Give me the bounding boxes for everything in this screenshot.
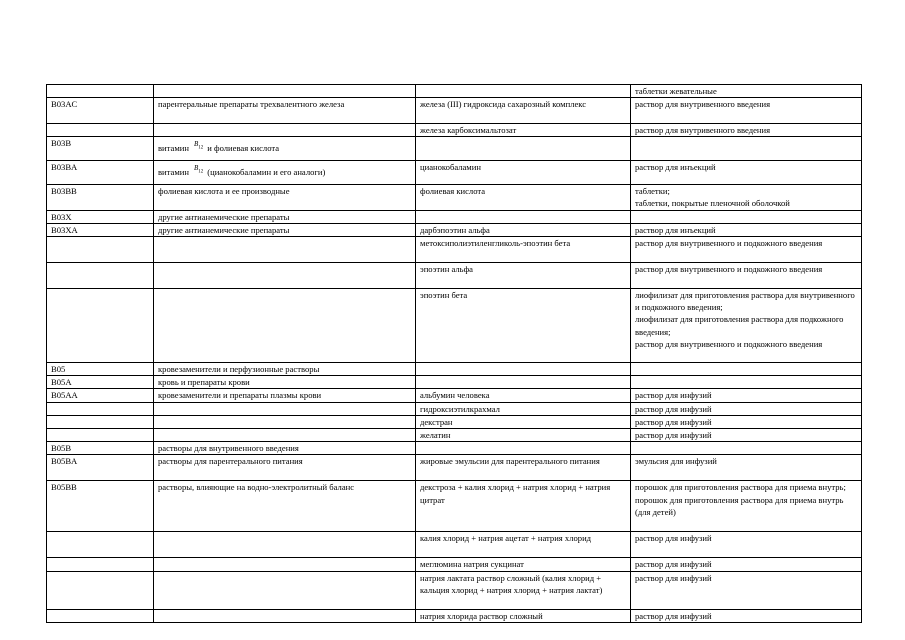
group-name-cell: [154, 161, 416, 185]
table-row: [47, 210, 862, 223]
group-name-cell: [154, 124, 416, 137]
group-name-cell: кровь и препараты крови: [154, 376, 416, 389]
group-name-cell: парентеральные препараты трехвалентного железа: [154, 98, 416, 124]
group-name-cell: другие антианемические препараты: [154, 223, 416, 236]
table-row: [47, 609, 862, 622]
table-row: [47, 137, 862, 161]
atc-code-cell: [47, 532, 154, 558]
drug-name-cell: [416, 85, 631, 98]
drug-name-cell: железа карбоксимальтозат: [416, 124, 631, 137]
dosage-form-cell: раствор для инфузий: [631, 429, 862, 442]
table-row: [47, 363, 862, 376]
dosage-form-cell: раствор для инъекций: [631, 223, 862, 236]
dosage-form-cell: раствор для инфузий: [631, 571, 862, 609]
atc-code-cell: B03BA: [47, 161, 154, 185]
dosage-form-cell: раствор для инфузий: [631, 389, 862, 402]
dosage-form-cell: раствор для внутривенного введения: [631, 98, 862, 124]
dosage-form-cell: [631, 210, 862, 223]
dosage-form-cell: лиофилизат для приготовления раствора для внутривенного и подкожного введения; лиофилизат для приготовления раствора для подкожного введения; раствор для внутривенного и подкожного введения: [631, 289, 862, 363]
drug-name-cell: натрия лактата раствор сложный (калия хлорид + кальция хлорид + натрия хлорид + натрия лактат): [416, 571, 631, 609]
table-row: [47, 415, 862, 428]
drug-name-cell: [416, 363, 631, 376]
group-name-cell: [154, 237, 416, 263]
dosage-form-cell: раствор для инфузий: [631, 558, 862, 571]
drug-name-cell: желатин: [416, 429, 631, 442]
atc-code-cell: [47, 571, 154, 609]
table-row: [47, 532, 862, 558]
dosage-form-cell: раствор для инфузий: [631, 402, 862, 415]
atc-code-cell: [47, 429, 154, 442]
dosage-form-cell: таблетки жевательные: [631, 85, 862, 98]
table-row: [47, 124, 862, 137]
atc-code-cell: B05BB: [47, 481, 154, 532]
drug-name-cell: натрия хлорида раствор сложный: [416, 609, 631, 622]
table-row: [47, 429, 862, 442]
dosage-form-cell: раствор для внутривенного и подкожного введения: [631, 237, 862, 263]
group-name-cell: [154, 429, 416, 442]
drug-name-cell: жировые эмульсии для парентерального питания: [416, 455, 631, 481]
atc-code-cell: [47, 263, 154, 289]
table-row: [47, 442, 862, 455]
table-row: [47, 402, 862, 415]
drug-name-cell: альбумин человека: [416, 389, 631, 402]
atc-code-cell: [47, 289, 154, 363]
dosage-form-cell: [631, 442, 862, 455]
vitamin-b12-formula: B12: [193, 164, 204, 175]
drug-name-cell: декстран: [416, 415, 631, 428]
drug-name-cell: гидроксиэтилкрахмал: [416, 402, 631, 415]
table-row: [47, 237, 862, 263]
drug-name-cell: [416, 210, 631, 223]
atc-code-cell: B03X: [47, 210, 154, 223]
dosage-form-cell: [631, 137, 862, 161]
drug-name-cell: [416, 137, 631, 161]
atc-code-cell: B05B: [47, 442, 154, 455]
table-row: [47, 389, 862, 402]
atc-code-cell: B03AC: [47, 98, 154, 124]
drug-name-cell: метоксиполиэтиленгликоль-эпоэтин бета: [416, 237, 631, 263]
drug-name-cell: [416, 442, 631, 455]
table-row: [47, 263, 862, 289]
atc-code-cell: [47, 85, 154, 98]
group-name-cell: [154, 402, 416, 415]
table-row: [47, 571, 862, 609]
drug-name-cell: [416, 376, 631, 389]
group-name-cell: растворы для внутривенного введения: [154, 442, 416, 455]
drug-list-table: [46, 84, 862, 623]
group-name-cell: растворы для парентерального питания: [154, 455, 416, 481]
dosage-form-cell: раствор для инфузий: [631, 609, 862, 622]
atc-code-cell: [47, 237, 154, 263]
table-row: [47, 558, 862, 571]
atc-code-cell: [47, 124, 154, 137]
dosage-form-cell: таблетки; таблетки, покрытые пленочной оболочкой: [631, 184, 862, 210]
vitamin-b12-formula: B12: [193, 140, 204, 151]
group-name-cell: [154, 263, 416, 289]
vitamin-label: витамин: [158, 167, 189, 177]
drug-name-cell: калия хлорид + натрия ацетат + натрия хлорид: [416, 532, 631, 558]
dosage-form-cell: порошок для приготовления раствора для приема внутрь; порошок для приготовления раствора для приема внутрь (для детей): [631, 481, 862, 532]
group-name-cell: фолиевая кислота и ее производные: [154, 184, 416, 210]
dosage-form-cell: раствор для инфузий: [631, 532, 862, 558]
table-row: [47, 455, 862, 481]
atc-code-cell: [47, 402, 154, 415]
group-name-text: (цианокобаламин и его аналоги): [207, 167, 326, 177]
atc-code-cell: B05AA: [47, 389, 154, 402]
atc-code-cell: [47, 558, 154, 571]
table-row: [47, 376, 862, 389]
table-row: [47, 85, 862, 98]
drug-name-cell: декстроза + калия хлорид + натрия хлорид + натрия цитрат: [416, 481, 631, 532]
group-name-text: и фолиевая кислота: [207, 143, 280, 154]
atc-code-cell: B03B: [47, 137, 154, 161]
dosage-form-cell: раствор для инфузий: [631, 415, 862, 428]
group-name-cell: [154, 609, 416, 622]
atc-code-cell: B05BA: [47, 455, 154, 481]
group-name-cell: кровезаменители и перфузионные растворы: [154, 363, 416, 376]
group-name-cell: кровезаменители и препараты плазмы крови: [154, 389, 416, 402]
drug-name-cell: дарбэпоэтин альфа: [416, 223, 631, 236]
group-name-cell: [154, 85, 416, 98]
group-name-cell: растворы, влияющие на водно-электролитный баланс: [154, 481, 416, 532]
table-row: [47, 161, 862, 185]
dosage-form-cell: раствор для внутривенного и подкожного введения: [631, 263, 862, 289]
drug-name-cell: эпоэтин бета: [416, 289, 631, 363]
group-name-cell: [154, 558, 416, 571]
dosage-form-cell: эмульсия для инфузий: [631, 455, 862, 481]
drug-name-cell: железа (III) гидроксида сахарозный комплекс: [416, 98, 631, 124]
drug-name-cell: цианокобаламин: [416, 161, 631, 185]
atc-code-cell: B03XA: [47, 223, 154, 236]
group-name-cell: [154, 532, 416, 558]
group-name-cell: [154, 137, 416, 161]
table-row: [47, 481, 862, 532]
atc-code-cell: B03BB: [47, 184, 154, 210]
atc-code-cell: [47, 415, 154, 428]
group-name-cell: [154, 289, 416, 363]
vitamin-label: витамин: [158, 143, 189, 154]
drug-name-cell: фолиевая кислота: [416, 184, 631, 210]
dosage-form-cell: раствор для инъекций: [631, 161, 862, 185]
drug-name-cell: меглюмина натрия сукцинат: [416, 558, 631, 571]
atc-code-cell: B05A: [47, 376, 154, 389]
atc-code-cell: [47, 609, 154, 622]
table-row: [47, 289, 862, 363]
group-name-cell: [154, 415, 416, 428]
atc-code-cell: B05: [47, 363, 154, 376]
group-name-cell: другие антианемические препараты: [154, 210, 416, 223]
drug-name-cell: эпоэтин альфа: [416, 263, 631, 289]
dosage-form-cell: раствор для внутривенного введения: [631, 124, 862, 137]
group-name-cell: [154, 571, 416, 609]
table-row: [47, 98, 862, 124]
dosage-form-cell: [631, 376, 862, 389]
table-row: [47, 184, 862, 210]
dosage-form-cell: [631, 363, 862, 376]
table-row: [47, 223, 862, 236]
